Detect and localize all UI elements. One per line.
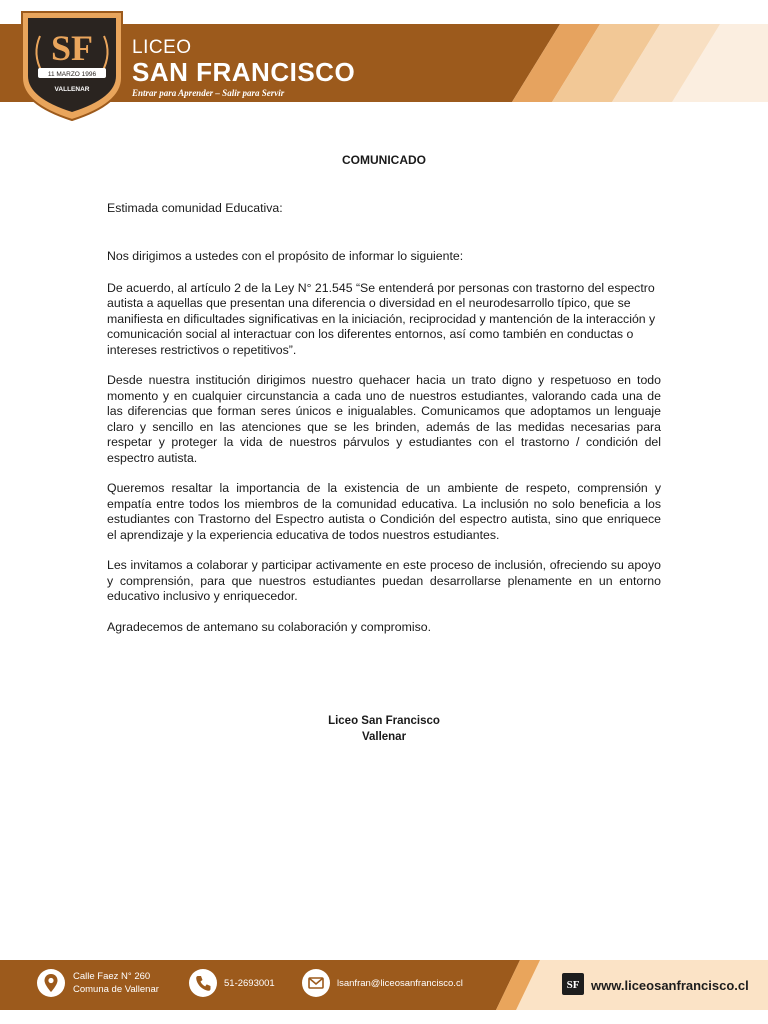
crest-monogram: SF (50, 28, 94, 68)
intro-paragraph: Nos dirigimos a ustedes con el propósito de informar lo siguiente: (107, 249, 464, 263)
closing-paragraph: Agradecemos de antemano su colaboración y compromiso. (107, 619, 431, 634)
location-pin-icon (37, 969, 65, 997)
footer-phone: 51-2693001 (224, 978, 275, 989)
signature-city: Vallenar (361, 731, 407, 743)
envelope-icon (302, 969, 330, 997)
paragraph-law-definition: De acuerdo, al artículo 2 de la Ley N° 21.545 “Se entenderá por personas con trastorno del espectro autista a aquellas que presentan una diferencia o diversidad en el neurodesarrollo típico, que se manifiesta en dificultades significativas en la iniciación, reciprocidad y mantención de la interacción y comunicación social al interactuar con los diferentes entornos, así como también en conductas o intereses restrictivos o repetitivos”. (107, 280, 656, 357)
footer-website: www.liceosanfrancisco.cl (591, 978, 749, 993)
document-body (107, 153, 661, 745)
paragraph-respect-inclusion: Queremos resaltar la importancia de la existencia de un ambiente de respeto, comprensión y empatía entre todos los miembros de la comunidad educativa. La inclusión no solo beneficia a los estudiantes con Trastorno del Espectro autista o Condición del espectro autista, sino que enriquece el aprendizaje y la experiencia educativa de todos nuestros estudiantes. (107, 481, 661, 542)
address-street: Calle Faez N° 260 (73, 971, 151, 982)
signature-block (107, 713, 661, 745)
address-city: Comuna de Vallenar (73, 984, 159, 995)
sf-logo-icon (562, 973, 584, 995)
footer-email: lsanfran@liceosanfrancisco.cl (337, 978, 463, 989)
school-crest-logo (18, 8, 126, 122)
brand-line-liceo: LICEO (132, 37, 192, 58)
greeting: Estimada comunidad Educativa: (107, 200, 283, 215)
brand-line-school-name: SAN FRANCISCO (132, 57, 356, 87)
school-tagline: Entrar para Aprender – Salir para Servir (132, 88, 285, 98)
svg-text:SF: SF (566, 979, 580, 991)
signature-institution: Liceo San Francisco (328, 715, 440, 727)
crest-city-text: VALLENAR (54, 86, 90, 93)
document-title: COMUNICADO (342, 153, 426, 167)
letterhead-header (0, 0, 768, 130)
phone-icon (189, 969, 217, 997)
paragraph-invitation: Les invitamos a colaborar y participar activamente en este proceso de inclusión, ofreciendo su apoyo y comprensión, para que nuestros estudiantes puedan desarrollarse plenamente en un entorno educativo inclusivo y enriquecedor. (107, 558, 661, 603)
crest-ribbon-text: 11 MARZO 1996 (47, 71, 97, 78)
letterhead-footer (0, 960, 768, 1010)
paragraph-institution-commitment: Desde nuestra institución dirigimos nuestro quehacer hacia un trato digno y respetuoso en todo momento y en cualquier circunstancia a cada uno de nuestros estudiantes, valorando cada una de las diferencias que forman seres únicos e inigualables. Comunicamos que adoptamos un lenguaje claro y sencillo en las atenciones que se les brinden, además de las medidas necesarias para respetar y proteger la vida de nuestros párvulos y estudiantes con el trastorno / condición del espectro autista. (107, 373, 661, 465)
school-name-block (132, 38, 355, 99)
footer-address (73, 970, 159, 996)
